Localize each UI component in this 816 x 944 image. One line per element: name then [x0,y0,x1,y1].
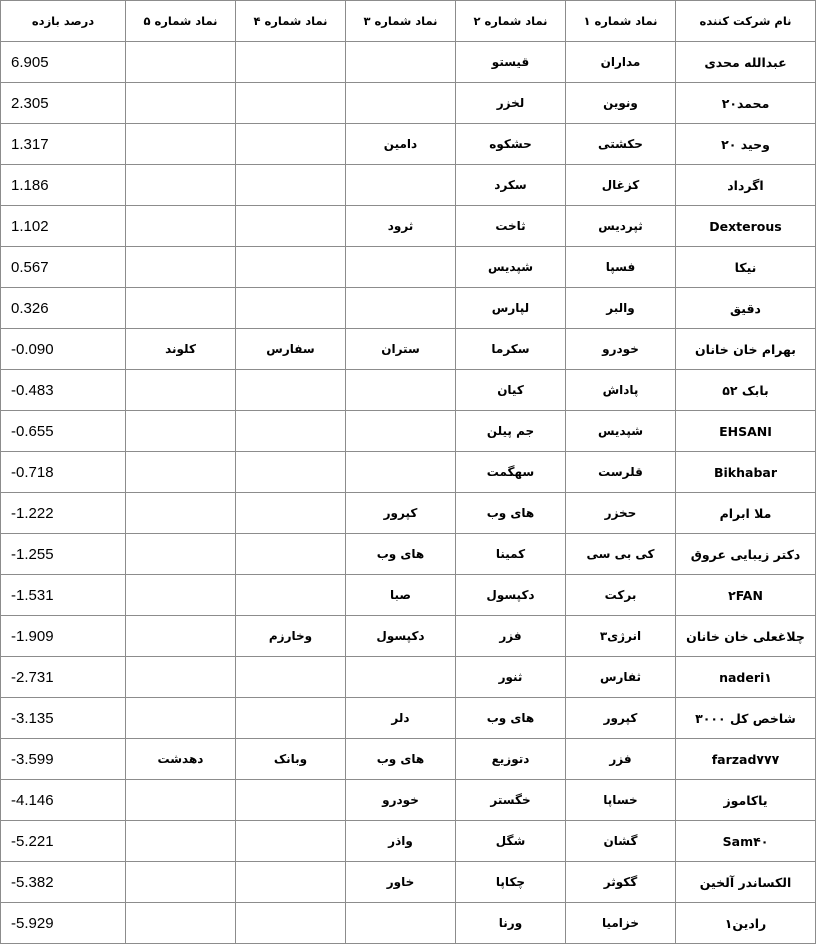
symbol-3-cell: کپرور [346,493,456,534]
table-row [1,411,816,452]
symbol-1-cell: انرژی۳ [566,616,676,657]
header-symbol-5: نماد شماره ۵ [126,1,236,42]
symbol-5-cell [126,575,236,616]
symbol-5-cell [126,124,236,165]
symbol-3-cell [346,452,456,493]
symbol-4-cell [236,903,346,944]
participant-name-cell: الکساندر آلخین [676,862,816,903]
symbol-3-cell [346,165,456,206]
symbol-1-cell: شپدیس [566,411,676,452]
participant-name-cell: دقیق [676,288,816,329]
table-row [1,534,816,575]
participant-name-cell: بابک ۵۲ [676,370,816,411]
participant-name-cell: ۲FAN [676,575,816,616]
header-participant-name: نام شرکت کننده [676,1,816,42]
symbol-2-cell: ثاخت [456,206,566,247]
symbol-3-cell: واذر [346,821,456,862]
symbol-1-cell: فزر [566,739,676,780]
return-percent-cell: 6.905 [1,42,126,83]
symbol-3-cell: خاور [346,862,456,903]
symbol-1-cell: خودرو [566,329,676,370]
symbol-2-cell: های وب [456,493,566,534]
symbol-4-cell [236,575,346,616]
table-row [1,780,816,821]
return-percent-cell: 2.305 [1,83,126,124]
return-percent-cell: -3.135 [1,698,126,739]
symbol-4-cell [236,83,346,124]
table-row [1,575,816,616]
symbol-4-cell [236,288,346,329]
symbol-5-cell: دهدشت [126,739,236,780]
return-percent-cell: 0.567 [1,247,126,288]
symbol-1-cell: حخزر [566,493,676,534]
participant-name-cell: EHSANI [676,411,816,452]
symbol-4-cell [236,165,346,206]
return-percent-cell: -5.929 [1,903,126,944]
symbol-3-cell [346,42,456,83]
symbol-2-cell: حشکوه [456,124,566,165]
header-return-percent: درصد بازده [1,1,126,42]
table-row [1,83,816,124]
symbol-5-cell [126,411,236,452]
symbol-1-cell: کپرور [566,698,676,739]
table-row [1,42,816,83]
symbol-4-cell [236,42,346,83]
symbol-2-cell: ورنا [456,903,566,944]
symbol-5-cell [126,247,236,288]
symbol-5-cell [126,657,236,698]
symbol-1-cell: خساپا [566,780,676,821]
participant-name-cell: بهرام خان خانان [676,329,816,370]
header-symbol-3: نماد شماره ۳ [346,1,456,42]
symbol-4-cell: وخارزم [236,616,346,657]
participant-name-cell: یاکاموز [676,780,816,821]
symbol-3-cell: های وب [346,739,456,780]
symbol-1-cell: قلرست [566,452,676,493]
symbol-4-cell [236,370,346,411]
participant-name-cell: Bikhabar [676,452,816,493]
return-percent-cell: -1.909 [1,616,126,657]
symbol-5-cell [126,821,236,862]
symbol-1-cell: ثفارس [566,657,676,698]
return-percent-cell: 1.102 [1,206,126,247]
symbol-1-cell: والبر [566,288,676,329]
symbol-3-cell: ثرود [346,206,456,247]
symbol-2-cell: کیان [456,370,566,411]
table-row [1,657,816,698]
symbol-5-cell [126,288,236,329]
participant-name-cell: Sam۴۰ [676,821,816,862]
symbol-5-cell [126,534,236,575]
symbol-4-cell [236,780,346,821]
return-percent-cell: 0.326 [1,288,126,329]
participant-name-cell: عبدالله محدی [676,42,816,83]
table-body [1,42,816,944]
symbol-2-cell: ثنور [456,657,566,698]
participant-name-cell: naderi۱ [676,657,816,698]
symbol-2-cell: لخزر [456,83,566,124]
symbol-4-cell [236,493,346,534]
participant-name-cell: ملا ابرام [676,493,816,534]
symbol-2-cell: جم پیلن [456,411,566,452]
symbol-1-cell: گکوثر [566,862,676,903]
symbol-1-cell: کزغال [566,165,676,206]
table-row [1,862,816,903]
symbol-3-cell: دلر [346,698,456,739]
return-percent-cell: -2.731 [1,657,126,698]
return-percent-cell: -0.483 [1,370,126,411]
symbol-2-cell: سکرد [456,165,566,206]
symbol-2-cell: های وب [456,698,566,739]
symbol-5-cell [126,698,236,739]
return-percent-cell: -4.146 [1,780,126,821]
symbol-1-cell: ثپردیس [566,206,676,247]
symbol-4-cell [236,657,346,698]
return-percent-cell: -3.599 [1,739,126,780]
symbol-4-cell [236,206,346,247]
participant-name-cell: رادین۱ [676,903,816,944]
symbol-5-cell: کلوند [126,329,236,370]
symbol-5-cell [126,370,236,411]
table-row [1,821,816,862]
symbol-3-cell [346,370,456,411]
symbol-2-cell: سکرما [456,329,566,370]
symbol-2-cell: کمینا [456,534,566,575]
table-row [1,739,816,780]
symbol-1-cell: خزامیا [566,903,676,944]
symbol-5-cell [126,493,236,534]
participant-name-cell: چلاغعلی خان خانان [676,616,816,657]
table-row [1,329,816,370]
return-percent-cell: -0.655 [1,411,126,452]
symbol-2-cell: لپارس [456,288,566,329]
symbol-5-cell [126,903,236,944]
symbol-5-cell [126,452,236,493]
symbol-2-cell: دتوزیع [456,739,566,780]
table-row [1,452,816,493]
symbol-4-cell: سفارس [236,329,346,370]
symbol-5-cell [126,42,236,83]
symbol-2-cell: چکاپا [456,862,566,903]
return-percent-cell: 1.317 [1,124,126,165]
symbol-2-cell: خگستر [456,780,566,821]
symbol-3-cell [346,657,456,698]
symbol-1-cell: مداران [566,42,676,83]
symbol-5-cell [126,165,236,206]
symbol-3-cell [346,247,456,288]
symbol-3-cell [346,903,456,944]
symbol-1-cell: کی بی سی [566,534,676,575]
symbol-4-cell [236,247,346,288]
symbol-1-cell: برکت [566,575,676,616]
symbol-3-cell: ستران [346,329,456,370]
symbol-4-cell: وبانک [236,739,346,780]
symbol-2-cell: شگل [456,821,566,862]
table-row [1,616,816,657]
return-percent-cell: -0.718 [1,452,126,493]
header-symbol-2: نماد شماره ۲ [456,1,566,42]
symbol-4-cell [236,124,346,165]
participant-name-cell: اگرداد [676,165,816,206]
table-row [1,288,816,329]
symbol-2-cell: شپدیس [456,247,566,288]
symbol-3-cell: دامین [346,124,456,165]
return-percent-cell: -1.255 [1,534,126,575]
symbol-4-cell [236,534,346,575]
participant-name-cell: محمد۲۰ [676,83,816,124]
return-percent-cell: 1.186 [1,165,126,206]
table-row [1,493,816,534]
return-percent-cell: -1.531 [1,575,126,616]
header-symbol-4: نماد شماره ۴ [236,1,346,42]
table-row [1,370,816,411]
symbol-1-cell: پاداش [566,370,676,411]
header-symbol-1: نماد شماره ۱ [566,1,676,42]
symbol-2-cell: قیستو [456,42,566,83]
symbol-5-cell [126,616,236,657]
symbol-3-cell: های وب [346,534,456,575]
symbol-3-cell: دکپسول [346,616,456,657]
symbol-2-cell: دکپسول [456,575,566,616]
return-percent-cell: -5.382 [1,862,126,903]
symbol-5-cell [126,862,236,903]
symbol-1-cell: حکشتی [566,124,676,165]
table-row [1,903,816,944]
symbol-1-cell: فسپا [566,247,676,288]
participant-name-cell: نیکا [676,247,816,288]
symbol-5-cell [126,206,236,247]
symbol-3-cell [346,288,456,329]
participant-name-cell: farzad۷۷۷ [676,739,816,780]
symbol-5-cell [126,83,236,124]
symbol-1-cell: گشان [566,821,676,862]
table-row [1,247,816,288]
symbol-4-cell [236,411,346,452]
symbol-4-cell [236,862,346,903]
participant-name-cell: شاخص کل ۳۰۰۰ [676,698,816,739]
symbol-3-cell [346,411,456,452]
participant-name-cell: دکتر زیبایی عروق [676,534,816,575]
symbol-5-cell [126,780,236,821]
participant-name-cell: وحید ۲۰ [676,124,816,165]
symbol-4-cell [236,452,346,493]
table-row [1,165,816,206]
table-row [1,124,816,165]
table-row [1,698,816,739]
symbol-4-cell [236,698,346,739]
symbol-3-cell: خودرو [346,780,456,821]
symbol-3-cell: صبا [346,575,456,616]
header-row [1,1,816,42]
symbol-2-cell: سهگمت [456,452,566,493]
return-percent-cell: -1.222 [1,493,126,534]
participant-name-cell: Dexterous [676,206,816,247]
symbol-1-cell: ونوین [566,83,676,124]
return-percent-cell: -5.221 [1,821,126,862]
return-percent-cell: -0.090 [1,329,126,370]
symbol-4-cell [236,821,346,862]
symbol-2-cell: فزر [456,616,566,657]
table-row [1,206,816,247]
symbol-3-cell [346,83,456,124]
